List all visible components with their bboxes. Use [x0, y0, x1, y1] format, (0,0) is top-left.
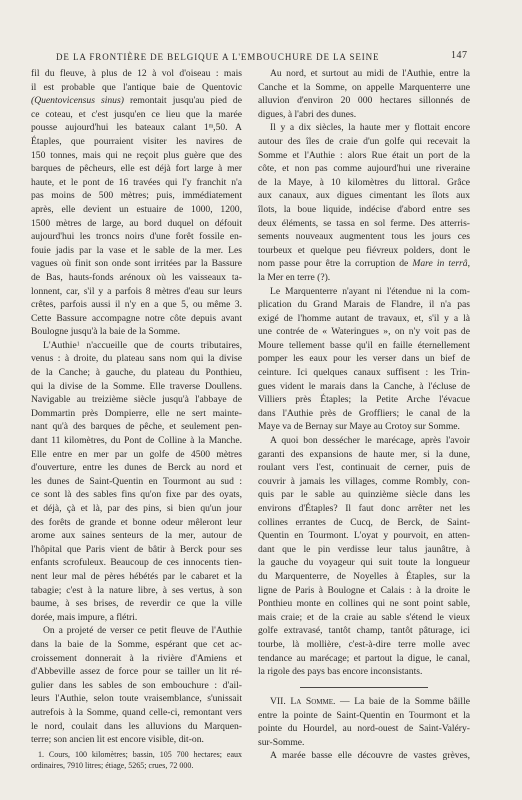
paragraph	[258, 121, 470, 284]
text-line	[31, 176, 242, 190]
text-run: il est probable que l'antique baie de Quentovic	[31, 81, 242, 93]
text-line	[258, 271, 470, 285]
text-line	[258, 162, 470, 176]
text-run: Étaples, que pourraient visiter les navires de	[31, 135, 242, 147]
text-run: les dunes de Saint-Quentin en Tourmont au sud :	[31, 475, 242, 487]
text-run: exigé de l'homme autant de travaux, et, s'il y a là	[258, 312, 470, 324]
text-run: fouie jadis par la vase et le sable de la mer. Les	[31, 244, 242, 256]
text-line	[258, 652, 470, 666]
text-run: de la Maye, à 10 kilomètres du littoral. Grâce	[258, 176, 470, 188]
text-run: barques de pêcheurs, elle est déjà fort large à mer	[31, 163, 242, 175]
footnote-marker: m	[208, 124, 214, 131]
text-line	[258, 638, 470, 652]
text-run: une contrée de « Wateringues », on n'y voit pas de	[258, 326, 470, 338]
text-run: Boulogne jusqu'à la baie de la Somme.	[31, 326, 181, 338]
text-line	[31, 597, 242, 611]
text-run: Le Marquenterre n'ayant ni l'étendue ni la com-	[270, 285, 470, 297]
text-run: ligne de Paris à Boulogne et Calais : à la droite le	[258, 584, 470, 596]
text-line	[31, 393, 242, 407]
text-line	[258, 94, 470, 108]
text-run: remontait jusqu'au pied de	[123, 95, 242, 107]
text-run: aujourd'hui les troncs noirs d'une forêt fossile en-	[31, 231, 242, 243]
text-line	[258, 149, 470, 163]
text-line	[258, 407, 470, 421]
text-line	[258, 380, 470, 394]
paragraph	[31, 339, 242, 624]
text-line	[31, 611, 242, 625]
text-run: entre la pointe de Saint-Quentin en Tourmont et la	[258, 709, 470, 721]
section-divider	[300, 687, 428, 688]
text-line	[258, 81, 470, 95]
text-line	[258, 285, 470, 299]
text-line	[258, 217, 470, 231]
text-run: pointe du Hourdel, au nord-ouest de Saint-Valéry-	[258, 723, 470, 735]
text-line	[31, 94, 242, 108]
text-line	[258, 695, 470, 709]
text-run: Elle entre en mer par un golfe de 4500 mètres	[31, 448, 242, 460]
text-run: la rigole des pays bas encore inconsistants.	[258, 666, 423, 678]
text-line	[258, 597, 470, 611]
text-line	[258, 749, 470, 763]
text-run: pas moins de 500 mètres; puis, immédiatement	[31, 190, 242, 202]
text-line	[31, 135, 242, 149]
text-line	[31, 244, 242, 258]
text-run: nent leur mal de pères hébétés par le cabaret et la	[31, 570, 242, 582]
text-line	[31, 706, 242, 720]
text-line	[258, 624, 470, 638]
text-line	[258, 461, 470, 475]
text-run: côte, et non pas comme aujourd'hui une riveraine	[258, 163, 470, 175]
text-run: terre; son ancien lit est encore visible, dit-on.	[31, 734, 204, 746]
text-run: Navigable au treizième siècle jusqu'à l'abbaye de	[31, 394, 242, 406]
text-line	[31, 149, 242, 163]
text-line	[258, 529, 470, 543]
text-line	[31, 733, 242, 747]
paragraph	[258, 67, 470, 121]
text-run: enfants scrofuleux. Beaucoup de ces innocents tien-	[31, 557, 242, 569]
text-line	[31, 325, 242, 339]
text-line	[31, 312, 242, 326]
text-run: Villiers près Étaples; la Petite Arche l'évacue	[258, 394, 470, 406]
text-run: 1. Cours, 100 kilomètres; bassin, 105 700 hectares; eaux	[38, 750, 242, 759]
text-run: autour des îles de craie d'un golfe qui recevait la	[258, 135, 470, 147]
text-run: baume, à ses brises, de reverdir ce que la ville	[31, 598, 242, 610]
text-run: la gauche du voyageur qui suit toute la longueur	[258, 557, 470, 569]
text-line	[31, 434, 242, 448]
text-line	[258, 665, 470, 679]
text-run: et déjà, çà et là, par des pins, si bien qu'un jour	[31, 503, 242, 514]
text-run: de la Canche; à gauche, du plateau du Ponthieu,	[31, 367, 242, 379]
text-line	[31, 750, 242, 761]
text-run: roulant vers l'est, continuait de cerner, puis de	[258, 462, 470, 474]
text-line	[31, 121, 242, 135]
text-run: autrefois à la Somme, quand celle-ci, remontant vers	[31, 706, 242, 718]
text-run: Ponthieu monte en collines qui ne sont point sable,	[258, 598, 470, 610]
text-line	[258, 448, 470, 462]
italic-text: (Quentovicensus sinus)	[31, 95, 124, 107]
text-line	[258, 709, 470, 723]
text-run: d'ouverture, entre les dunes de Berck au nord et	[31, 462, 242, 474]
text-run: pousse aujourd'hui les bateaux calant 1	[31, 122, 209, 134]
text-run: deux éléments, se tassa en sol ferme. Des atterris-	[258, 217, 470, 229]
text-run: sements nouveaux augmentent tous les jours ces	[258, 231, 470, 243]
section-heading-paragraph	[258, 695, 470, 749]
text-line	[31, 488, 242, 502]
text-line	[31, 652, 242, 666]
page-number: 147	[451, 50, 468, 61]
text-run: dans la baie de la Somme, espérant que cet ac-	[31, 638, 242, 650]
text-run: Canche et la Somme, on appelle Marquenterre une	[258, 81, 470, 93]
text-run: des forêts de grande et bonne odeur mêleront leur	[31, 516, 242, 528]
text-line	[258, 502, 470, 516]
text-line	[258, 516, 470, 530]
footnote	[31, 750, 242, 771]
text-line	[258, 420, 470, 434]
text-line	[31, 352, 242, 366]
text-line	[258, 393, 470, 407]
text-run: 1500 mètres de large, au bord duquel on défouit	[31, 217, 242, 229]
text-run: lonnent, car, s'il y a parfois 8 mètres d'eau sur leurs	[31, 285, 242, 297]
text-line	[258, 121, 470, 135]
text-run: n'accueille que de courts tributaires,	[79, 339, 242, 351]
text-run: Au nord, et surtout au midi de l'Authie, entre la	[270, 68, 470, 79]
text-line	[31, 298, 242, 312]
text-line	[258, 352, 470, 366]
text-line	[258, 570, 470, 584]
text-run: tourbe, là mollière, c'est-à-dire terre molle avec	[258, 638, 470, 650]
text-line	[31, 407, 242, 421]
text-run: du Marquenterre, de Noyelles à Étaples, sur la	[258, 570, 470, 582]
text-line	[31, 285, 242, 299]
text-line	[31, 720, 242, 734]
text-run: ceinture. Ici quelques canaux suffisent : les Trin-	[258, 367, 470, 379]
text-run: le nord, coulait dans les alluvions du Marquen-	[31, 720, 242, 732]
text-line	[31, 230, 242, 244]
text-line	[258, 543, 470, 557]
text-run: de Bas, hauts-fonds arénoux où les vaisseaux ta-	[31, 271, 242, 283]
text-run: arome aux saines senteurs de la mer, autour de	[31, 530, 242, 542]
text-run: crêtes, parfois aussi il n'y en a que 5, ou même 3.	[31, 299, 242, 311]
running-title: DE LA FRONTIÈRE DE BELGIQUE A L'EMBOUCHURE DE LA SEINE	[56, 52, 380, 62]
paragraph	[31, 67, 242, 339]
text-line	[258, 736, 470, 750]
text-run: tendance au marécage; et partout la digue, le canal,	[258, 652, 470, 664]
text-run: tourbeux et quelque peu fiévreux polders, dont le	[258, 244, 470, 256]
text-line	[258, 108, 470, 122]
text-run: Il y a dix siècles, la haute mer y flottait encore	[270, 122, 470, 134]
text-line	[258, 475, 470, 489]
text-line	[31, 108, 242, 122]
text-run: Quentin en Tourmont. L'oyat y pourvoit, en atten-	[258, 530, 470, 542]
text-run: 150 tonnes, mais qui ne reçoit plus guère que des	[31, 149, 242, 161]
text-line	[258, 339, 470, 353]
text-line	[31, 420, 242, 434]
text-line	[258, 189, 470, 203]
text-line	[31, 189, 242, 203]
text-line	[31, 217, 242, 231]
text-line	[258, 135, 470, 149]
text-run: leurs l'Authie, selon toute vraisemblance, s'unissait	[31, 693, 242, 705]
text-run: quis par le sable au quinzième siècle dans les	[258, 489, 470, 501]
text-run: croissement donnerait à la rivière d'Amiens et	[31, 652, 242, 664]
text-line	[31, 162, 242, 176]
text-line	[258, 257, 470, 271]
text-line	[258, 556, 470, 570]
text-line	[31, 692, 242, 706]
text-run: îlots, la boue liquide, indécise d'abord entre ses	[258, 203, 470, 215]
text-line	[31, 502, 242, 516]
text-line	[258, 366, 470, 380]
text-line	[31, 761, 242, 772]
text-line	[31, 203, 242, 217]
right-column	[258, 67, 470, 679]
text-run: aux canaux, aux digues cimentant les îlots aux	[258, 190, 470, 202]
text-run: nom passe pour être la corruption de	[258, 258, 413, 270]
text-line	[31, 529, 242, 543]
text-run: ordinaires, 7910 litres; étiage, 5265; crues, 72 000.	[31, 760, 194, 770]
text-run: Dommartin près Dompierre, elle ne sert mainte-	[31, 407, 242, 419]
text-line	[258, 176, 470, 190]
text-line	[31, 570, 242, 584]
text-run: venus : à droite, du plateau sans nom qui la divise	[31, 353, 242, 365]
text-line	[31, 257, 242, 271]
paragraph	[258, 434, 470, 679]
text-run: pomper les eaux pour les verser dans un bief de	[258, 353, 470, 365]
text-run: Somme et l'Authie : alors Rue était un port de la	[258, 149, 470, 161]
paragraph	[258, 749, 470, 763]
text-run: gues vident le marais dans la Canche, à l'écluse de	[258, 380, 470, 392]
text-line	[31, 339, 242, 353]
text-run: dant 11 kilomètres, du Pont de Colline à la Manche.	[31, 435, 242, 447]
text-run: gulier dans les sables de son embouchure : d'ail-	[31, 679, 242, 691]
text-run: dant que le pin verdisse leur talus jaunâtre, à	[258, 543, 470, 555]
text-line	[31, 366, 242, 380]
text-line	[258, 611, 470, 625]
text-line	[258, 488, 470, 502]
text-run: collines errantes de Cucq, de Berck, de Saint-	[258, 516, 470, 528]
text-line	[31, 679, 242, 693]
text-run: sur-Somme.	[258, 736, 305, 748]
text-run: VII.	[270, 696, 291, 707]
text-run: nant qu'à des barques de pêche, et seulement pen-	[31, 421, 242, 433]
text-run: plication du Grand Marais de Flandre, il n'a pas	[258, 299, 470, 311]
text-line	[258, 312, 470, 326]
text-run: Moure tellement basse qu'il en faille éternellement	[258, 339, 470, 351]
text-run: dorée, mais impure, a flétri.	[31, 611, 138, 623]
section-title: La Somme.	[290, 696, 336, 707]
text-line	[31, 380, 242, 394]
text-line	[31, 638, 242, 652]
text-run: d'Abbeville assez de force pour se tailler un lit ré-	[31, 666, 242, 678]
text-run: alluvion d'environ 20 000 hectares sillonnés de	[258, 95, 470, 107]
text-run: Cette Bassure accompagne notre côte depuis avant	[31, 312, 242, 324]
paragraph	[258, 285, 470, 435]
text-run: A marée basse elle découvre de vastes grèves,	[270, 750, 470, 762]
section-vii	[258, 695, 470, 763]
text-run: après, elle devient un estuaire de 1000, 1200,	[31, 203, 242, 215]
text-run: couvrir à jamais les villages, comme Rombly, con-	[258, 475, 470, 487]
left-column	[31, 67, 242, 747]
text-line	[31, 556, 242, 570]
text-run: L'Authie	[43, 339, 77, 351]
text-line	[31, 516, 242, 530]
text-line	[258, 67, 470, 81]
text-line	[258, 244, 470, 258]
paragraph	[31, 624, 242, 746]
text-run: garanti des expansions de haute mer, si la dune,	[258, 448, 470, 460]
text-run: mais craie; et de la craie au sable s'étend le vieux	[258, 611, 470, 623]
text-run: golfe extravasé, tantôt champ, tantôt pâturage, ici	[258, 625, 470, 637]
text-line	[31, 448, 242, 462]
text-line	[258, 584, 470, 598]
text-run: On a projeté de verser ce petit fleuve de l'Authie	[43, 625, 242, 637]
footnote-marker: 1	[76, 341, 80, 348]
text-run: fil du fleuve, à plus de 12 à vol d'oiseau : mais	[31, 68, 242, 79]
text-line	[258, 230, 470, 244]
text-run: dans l'Authie près de Groffliers; le canal de la	[258, 407, 470, 419]
text-run: ,50. A	[213, 122, 242, 134]
text-line	[258, 298, 470, 312]
text-run: tabagie; c'est à la nature libre, à ses vertus, à son	[31, 584, 242, 596]
text-line	[31, 271, 242, 285]
text-run: Maye va de Bernay sur Maye au Crotoy sur Somme.	[258, 421, 460, 433]
text-run: A quoi bon dessécher le marécage, après l'avoir	[270, 435, 470, 447]
text-run: l'hôpital que Paris vient de bâtir à Berck pour ses	[31, 543, 242, 555]
text-line	[31, 461, 242, 475]
text-line	[31, 67, 242, 81]
text-run: vagues où finit son onde sont irritées par la Bassure	[31, 258, 242, 270]
text-line	[31, 665, 242, 679]
text-line	[258, 722, 470, 736]
text-line	[31, 543, 242, 557]
text-run: ,	[467, 258, 470, 270]
text-line	[31, 475, 242, 489]
text-run: digues, à l'abri des dunes.	[258, 108, 357, 120]
text-run: ce sont là des sables fins qu'on fixe par des oyats,	[31, 489, 242, 501]
text-run: la Mer en terre (?).	[258, 271, 331, 283]
text-line	[258, 325, 470, 339]
text-line	[31, 624, 242, 638]
text-run: qui la divise de la Somme. Elle traverse Doullens.	[31, 380, 242, 392]
text-line	[258, 203, 470, 217]
text-run: environs d'Étaples? Il faut donc arrêter net les	[258, 503, 470, 514]
text-line	[31, 81, 242, 95]
text-line	[258, 434, 470, 448]
italic-text: Mare in terrâ	[412, 258, 468, 270]
text-run: haute, et le pont de 16 travées qui l'y franchit n'a	[31, 176, 242, 188]
text-line	[31, 584, 242, 598]
text-run: ce coteau, et c'est jusqu'en ce lieu que la marée	[31, 108, 242, 120]
text-run: — La baie de la Somme bâille	[335, 696, 470, 707]
